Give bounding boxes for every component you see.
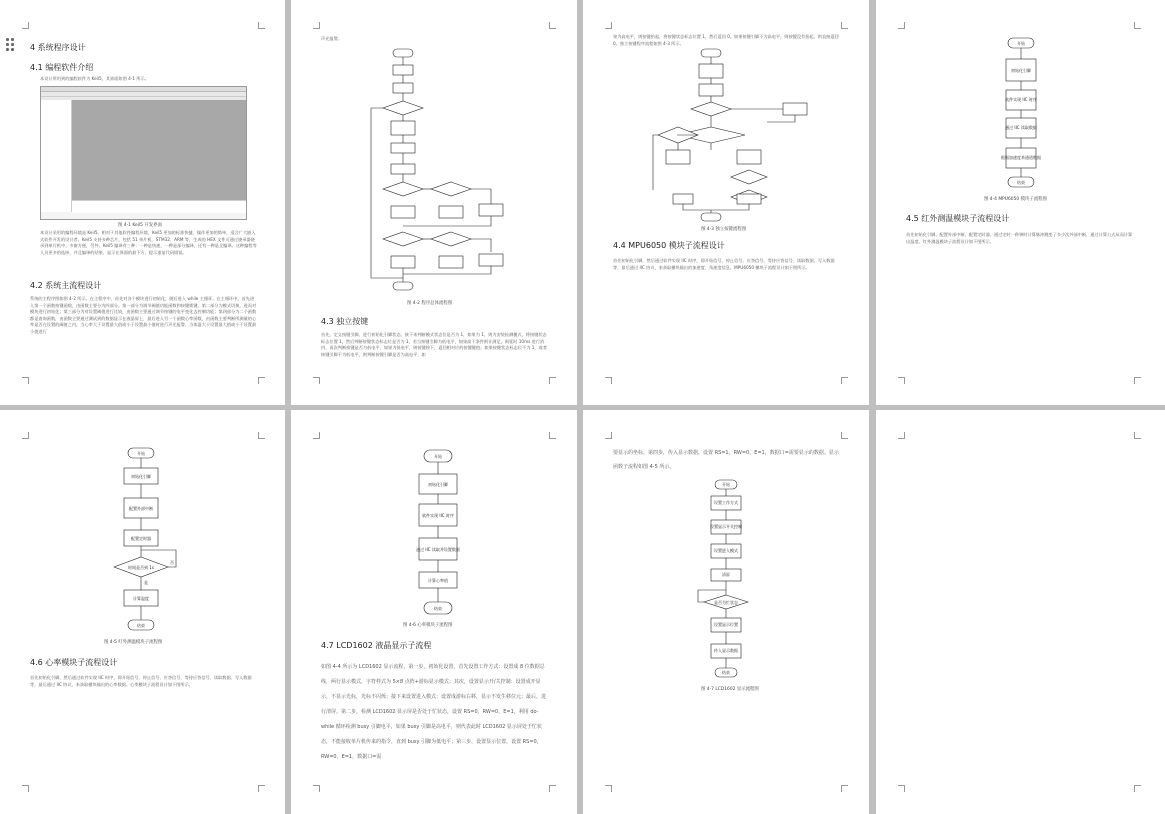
flow-end: 结束: [434, 606, 442, 611]
page-6: [291, 410, 577, 814]
heading-software-intro: 4.1 编程软件介绍: [30, 63, 94, 72]
text-line: 要显示的坐标。第四步，传入显示数据，设置 RS=1，RW=0，E=1，数据口=需要显示的数据。显示函数子流程如图 4-5 所示。: [613, 450, 839, 470]
figure-caption: 图 4-5 红外测温模块子流程图: [104, 640, 163, 645]
heading-infrared: 4.5 红外测温模块子流程设计: [906, 214, 1010, 223]
keil-screenshot: [40, 86, 247, 220]
flow-step: 软件实现 IIC 时序: [1005, 97, 1037, 102]
intro-text: 本设计所用到的编程软件为 Keil5，其界面如图 4-1 所示。: [40, 76, 149, 81]
flow-decision: 是否为忙状态: [714, 600, 738, 605]
flow-step: 计算心率值: [428, 578, 448, 583]
flow-step: 设置进入模式: [714, 548, 738, 553]
page-8: [876, 410, 1165, 814]
drag-handle-icon[interactable]: [6, 38, 16, 52]
page-2: [291, 0, 577, 405]
flow-step: 设置显示开关控制: [710, 524, 742, 529]
paragraph: 如图 4-4 所示为 LCD1602 显示流程，第一步，初始化设置，首先设置工作方式：设置成 8 位数据总线，两行显示模式，字符样式为 5×8 点阵+游标显示模式；其次，设置显示开/关控制：设置成开显示，不显示光标，光标不闪烁；接下来设置进入模式：设置成游标右移，显示不发生移位元；最后，进行清屏。第二步，检测 LCD1602 显示屏是否处于忙状态，设置 RS=0，RW=0，E=1，利用 do-while 循环检测 busy 引脚电平，如果 busy 引脚是高电平，则代表此时 LCD1602 显示屏处于忙状态，不能接收单片机传来的指令，直到 busy 引脚为低电平；第三步，设置显示位置，设置 RS=0，RW=0，E=1，数据口=需: [321, 664, 547, 760]
text-line: 果为高电平，则按键抬起，将按键状态标志位置 1，然后返回 0。如果按键引脚不为高电平，则按键没有抬起，则直接返回 0。独立按键程序流程如图 4-3 所示。: [613, 34, 839, 46]
flow-step: 计算温度: [133, 596, 149, 601]
flow-step: 配置定时器: [131, 536, 151, 541]
flow-step: 初始化引脚: [131, 474, 151, 479]
flow-end: 结束: [137, 623, 145, 628]
flow-step: 通过 IIC 读取并设置数据: [416, 547, 460, 552]
heart-rate-flowchart: [291, 410, 577, 620]
flow-start: 开始: [434, 454, 442, 459]
heading-system-program: 4 系统程序设计: [30, 43, 86, 52]
page-3: [583, 0, 869, 405]
flow-start: 开始: [722, 482, 730, 487]
text-line: 声光报警。: [321, 36, 342, 41]
flow-start: 开始: [137, 451, 145, 456]
flow-end: 结束: [722, 670, 730, 675]
flow-step: 初始化引脚: [428, 482, 448, 487]
flow-step: 设置显示位置: [714, 622, 738, 627]
flow-decision: 时间是否到 1s: [128, 565, 154, 570]
flow-start: 开始: [1017, 41, 1025, 46]
page-4: [876, 0, 1165, 405]
flow-step: 通过 IIC 读取数据: [1005, 125, 1037, 130]
flow-step: 根据加速度来通道数据: [1001, 155, 1041, 160]
heading-buttons: 4.3 独立按键: [321, 317, 369, 326]
mpu6050-flowchart: [876, 0, 1165, 200]
heading-heart-rate: 4.6 心率模块子流程设计: [30, 658, 118, 667]
heading-lcd1602: 4.7 LCD1602 液晶显示子流程: [321, 641, 432, 650]
lcd-flowchart: [583, 410, 869, 690]
paragraph: 首先，定义按键引脚，进行初始化引脚状态。接下来判断模式状态位是否为 1，如果为 1，则为安装检测模式，将按键状态标志位置 1，然后判断按键状态标志位是否为 1，若当按键引脚为低电平，如果高于条件则计满足，则延时 10ms 进行消抖，再次判断按键是否为低电平，如果为低电平，则按键按下，返回相对应的按键键值。如果按键状态标志位不为 1，或者按键引脚不为低电平，则判断按键引脚是否为高电平，如: [321, 332, 547, 357]
figure-caption: 图 4-3 独立按键流程图: [701, 227, 747, 232]
flow-end: 结束: [1017, 180, 1025, 185]
flow-no-label: 否: [170, 560, 174, 565]
flow-yes-label: 是: [144, 580, 148, 585]
heading-mpu6050: 4.4 MPU6050 模块子流程设计: [613, 241, 725, 250]
page-5: [0, 410, 285, 814]
flow-step: 软件实现 IIC 时序: [422, 513, 454, 518]
page-7: [583, 410, 869, 814]
flow-step: 配置外部中断: [129, 506, 153, 511]
figure-caption: 图 4-1 Keil5 开发界面: [118, 223, 162, 228]
figure-caption: 图 4-4 MPU6050 模块子流程图: [984, 197, 1047, 202]
paragraph: 本设计采用的编程环境是 Keil5。相对于其他软件编程环境，Keil5 更加的标准快捷，操作更加的简单，适合广大嵌入式软件开发的设计者。Keil5 支持多种芯片，包括 51 单片机、STM32、ARM 等，生成的 HEX 文件可通过烧录器烧录到单片机中。多窗方便，另外，Keil5 编译有三种：一种是快速，一种是部分编译，还有一种是全编译。这种编程等人员更多的选择，并且编译的结果，显示在界面的最下方，提示重复代码错误。: [40, 230, 257, 255]
infrared-flowchart: [0, 410, 285, 640]
flow-step: 传入显示数据: [714, 648, 738, 653]
paragraph: 首先初始化引脚，配置外部中断，配置定时器，通过定时一秒钟时计算脉冲跳变了多少次外部中断，通过计算公式从而计算出温度。红外测温模块子流程设计如下图所示。: [906, 232, 1133, 244]
paragraph: 首先初始化引脚，然后通过软件实现 IIC 时序，即开始信号、停止信号、应答信号、等待应答信号、读取数据、写入数据等，最后通过 IIC 协议，来获取模块输出的加速度、角速度信息。MPU6050 模块子流程设计如下图所示。: [613, 258, 835, 270]
figure-caption: 图 4-7 LCD1602 显示流程图: [701, 687, 759, 692]
flow-step: 设置工作方式: [714, 500, 738, 505]
figure-caption: 图 4-2 程序总体流程图: [407, 301, 453, 306]
flow-step: 清屏: [722, 572, 730, 577]
button-flowchart: [583, 0, 869, 230]
flow-step: 初始化引脚: [1011, 68, 1031, 73]
figure-caption: 图 4-6 心率模块子流程图: [403, 623, 453, 628]
page-1: [0, 0, 285, 405]
paragraph: 首先初始化引脚，然后通过软件实现 IIC 时序，即开始信号、停止信号、应答信号、等待应答信号、读取数据、写入数据等，最后通过 IIC 协议，来获取模块输出的心率数据。心率模块子流程设计如下图所示。: [30, 675, 252, 687]
heading-main-flow: 4.2 系统主流程设计: [30, 281, 102, 290]
paragraph: 系统的主程序图如图 4-2 所示。在主程序中，首先对各个模块进行初始化，随后进入 while 主循环。在主循环中，首先进入第一个函数按键函数，由函数主要分为四部分。第一部分为调节阈值功能函数和按键锁键；第二部分为模式切换，进而对模块进行初始化；第三部分为对设置阈值进行比较，由函数主要通过调节按键的电平变化去控制功能；第四部分为二个函数都是查询函数，由函数主要通过测试到的数据显示在液晶屏上，最后进入另一个函数心率函数，由函数主要判断所测量的心率是否在设置的阈值之内，当心率大于设置最大值或小于设置最小值时进行声光报警，当体温大于设置最大值或小于设置最小值进行: [30, 296, 257, 334]
main-flowchart: [291, 0, 577, 300]
